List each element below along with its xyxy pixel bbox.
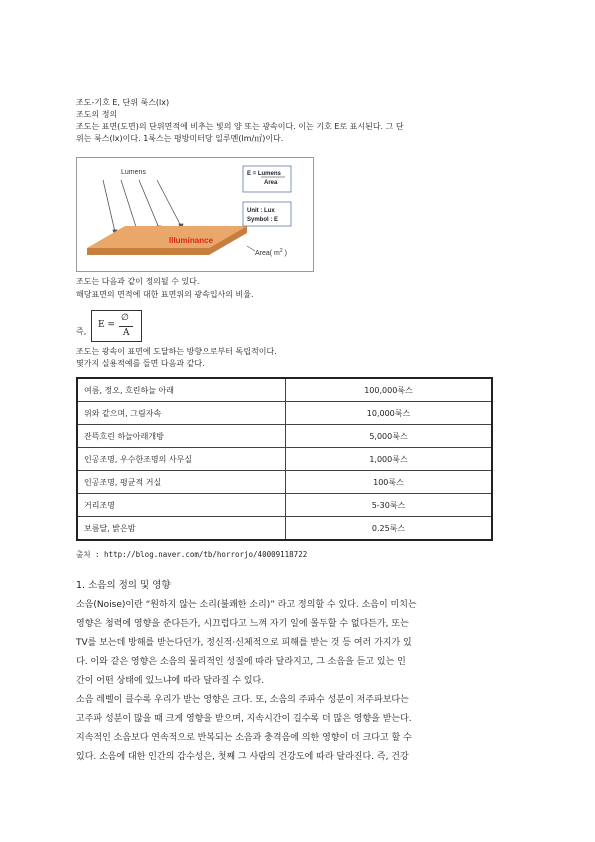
formula-numerator: ∅ — [121, 313, 129, 323]
formula-prefix: 즉, — [76, 327, 87, 336]
body-text-line: 고주파 성분이 많을 때 크게 영향을 받으며, 지속시간이 길수록 더 많은 영향을 받는다. — [76, 714, 412, 724]
lux-examples-table — [76, 377, 493, 541]
lumens-label: Lumens — [121, 169, 146, 176]
table-row — [77, 517, 492, 541]
lux-value-cell: 5,000룩스 — [286, 425, 493, 448]
illuminance-label: Illuminance — [169, 236, 214, 245]
formula-divider — [119, 326, 133, 327]
body-text-line: 소음 레벨이 클수록 우리가 받는 영향은 크다. 또, 소음의 주파수 성분이 저주파보다는 — [76, 695, 409, 705]
definition-text-line-2: 위는 룩스(lx)이다. 1룩스는 평방미터당 일루멘(lm/㎡)이다. — [76, 134, 284, 143]
area-label: Area( $m^2$ ) — [255, 248, 287, 257]
condition-cell: 보름달, 밝은밤 — [77, 517, 286, 541]
condition-cell: 위와 같으며, 그림자속 — [77, 402, 286, 425]
table-row — [77, 494, 492, 517]
body-text-line: 지속적인 소음보다 연속적으로 반복되는 소음과 충격음에 의한 영향이 더 크다고 할 수 — [76, 733, 412, 743]
lux-value-cell: 100,000룩스 — [286, 378, 493, 402]
illuminance-title: 조도-기호 E, 단위 룩스(lx) — [76, 98, 170, 107]
illuminance-formula — [91, 310, 142, 342]
body-text-line: TV를 보는데 방해를 받는다던가, 정신적·신체적으로 피해를 받는 것 등 여러 가지가 있 — [76, 638, 412, 648]
unit-line-2: Symbol : E — [247, 217, 279, 223]
light-arrow-2 — [121, 180, 137, 230]
surface-front — [87, 248, 209, 255]
definition-line-1: 조도는 다음과 같이 정의될 수 있다. — [76, 277, 200, 286]
definition-text-line-1: 조도는 표면(도면)의 단위면적에 비추는 빛의 양 또는 광속이다. 이는 기호 E로 표시된다. 그 단 — [76, 122, 404, 131]
condition-cell: 여름, 정오, 흐린하늘 아래 — [77, 378, 286, 402]
lux-value-cell: 5-30룩스 — [286, 494, 493, 517]
condition-cell: 인공조명, 우수한조명의 사무실 — [77, 448, 286, 471]
section-heading: 1. 소음의 정의 및 영향 — [76, 580, 171, 591]
body-text-line: 소음(Noise)이란 “원하지 않는 소리(불쾌한 소리)” 라고 정의할 수 있다. 소음이 미치는 — [76, 600, 417, 610]
lux-value-cell: 10,000룩스 — [286, 402, 493, 425]
condition-cell: 잔뜩흐린 하늘아래개방 — [77, 425, 286, 448]
illuminance-diagram-svg — [77, 158, 313, 271]
lux-value-cell: 100룩스 — [286, 471, 493, 494]
definition-heading: 조도의 정의 — [76, 110, 118, 119]
formula-denominator: A — [123, 328, 130, 338]
lux-value-cell: 0.25룩스 — [286, 517, 493, 541]
area-pointer — [247, 246, 255, 251]
definition-line-3: 조도는 광속이 표면에 도달하는 방향으로부터 독립적이다. — [76, 347, 277, 356]
table-row — [77, 378, 492, 402]
condition-cell: 거리조명 — [77, 494, 286, 517]
body-text-line: 영향은 청력에 영향을 준다든가, 시끄럽다고 느껴 자기 일에 몰두할 수 없다든가, 또는 — [76, 619, 409, 629]
table-row — [77, 471, 492, 494]
formula-line-2: Area — [264, 180, 278, 186]
light-arrow-1 — [103, 180, 115, 232]
source-citation: 출처 : http://blog.naver.com/tb/horrorjo/40009118722 — [76, 550, 308, 559]
formula-line-1: E = Lumens — [247, 171, 281, 177]
lux-value-cell: 1,000룩스 — [286, 448, 493, 471]
table-row — [77, 402, 492, 425]
table-row — [77, 448, 492, 471]
lumens-formula-box — [243, 166, 291, 192]
body-text-line: 간이 어떤 상태에 있느냐에 따라 달라질 수 있다. — [76, 676, 265, 686]
definition-line-4: 몇가지 실용적예를 들면 다음과 같다. — [76, 359, 205, 368]
light-arrow-3 — [139, 180, 159, 228]
unit-line-1: Unit : Lux — [247, 208, 275, 214]
light-arrow-4 — [157, 180, 181, 226]
illuminance-diagram — [76, 157, 314, 272]
body-text-line: 다. 이와 같은 영향은 소음의 물리적인 성질에 따라 달라지고, 그 소음을 듣고 있는 인 — [76, 657, 406, 667]
body-text-line: 있다. 소음에 대한 인간의 감수성은, 첫째 그 사람의 건강도에 따라 달라진다. 즉, 건강 — [76, 752, 409, 762]
definition-line-2: 해당표면의 면적에 대한 표면위의 광속입사의 비율. — [76, 290, 254, 299]
table-row — [77, 425, 492, 448]
formula-lhs: E = — [98, 320, 115, 330]
condition-cell: 인공조명, 평균적 거실 — [77, 471, 286, 494]
